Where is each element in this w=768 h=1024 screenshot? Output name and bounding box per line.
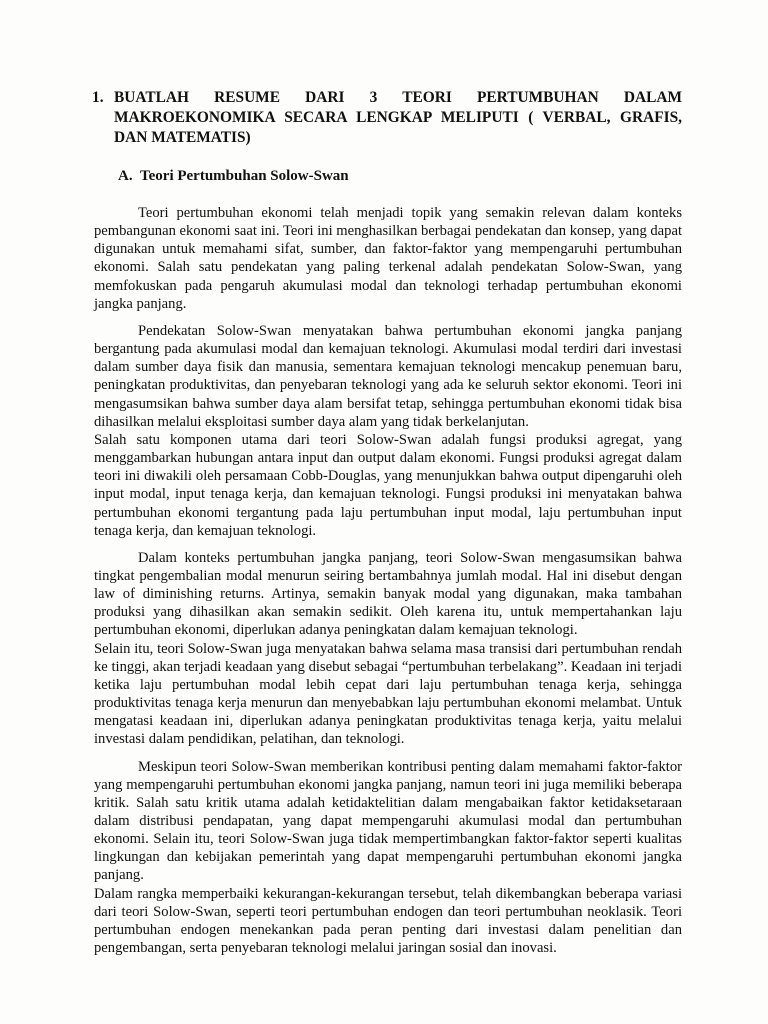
paragraph-approach: Pendekatan Solow-Swan menyatakan bahwa pertumbuhan ekonomi jangka panjang bergantung pada akumulasi modal dan kemajuan teknologi. Akumulasi modal terdiri dari investasi dalam sumber daya fisik dan manusia, sementara kemajuan teknologi mencakup penemuan baru, peningkatan produktivitas, dan penyebaran teknologi yang ada ke seluruh sektor ekonomi. Teori ini mengasumsikan bahwa sumber daya alam bersifat tetap, sehingga pertumbuhan ekonomi tidak bisa dihasilkan melalui eksploitasi sumber daya alam yang tidak berkelanjutan.: [94, 322, 682, 430]
question-number: 1.: [92, 89, 104, 106]
paragraph-variations: Dalam rangka memperbaiki kekurangan-kekurangan tersebut, telah dikembangkan beberapa variasi dari teori Solow-Swan, seperti teori pertumbuhan endogen dan teori pertumbuhan neoklasik. Teori pertumbuhan endogen menekankan pada peran penting dari investasi dalam penelitian dan pengembangan, serta penyebaran teknologi melalui jaringan sosial dan inovasi.: [94, 885, 682, 957]
paragraph-transition: Selain itu, teori Solow-Swan juga menyatakan bahwa selama masa transisi dari pertumbuhan rendah ke tinggi, akan terjadi keadaan yang disebut sebagai “pertumbuhan terbelakang”. Keadaan ini terjadi ketika laju pertumbuhan modal lebih cepat dari laju pertumbuhan tenaga kerja, sehingga produktivitas tenaga kerja menurun dan menyebabkan laju pertumbuhan ekonomi melambat. Untuk mengatasi keadaan ini, diperlukan adanya peningkatan produktivitas tenaga kerja, yaitu melalui investasi dalam pendidikan, pelatihan, dan teknologi.: [94, 640, 682, 748]
section-letter: A.: [118, 168, 133, 184]
section-heading: [118, 166, 349, 186]
question-heading-line-2: MAKROEKONOMIKA SECARA LENGKAP MELIPUTI ( VERBAL, GRAFIS,: [114, 109, 682, 126]
paragraph-production-function: Salah satu komponen utama dari teori Solow-Swan adalah fungsi produksi agregat, yang menggambarkan hubungan antara input dan output dalam ekonomi. Fungsi produksi agregat dalam teori ini diwakili oleh persamaan Cobb-Douglas, yang menunjukkan bahwa output dipengaruhi oleh input modal, input tenaga kerja, dan kemajuan teknologi. Fungsi produksi ini menyatakan bahwa pertumbuhan ekonomi tergantung pada laju pertumbuhan input modal, laju pertumbuhan input tenaga kerja, dan kemajuan teknologi.: [94, 431, 682, 539]
question-heading-line-1: BUATLAH RESUME DARI 3 TEORI PERTUMBUHAN DALAM: [114, 89, 682, 106]
question-heading: [92, 88, 682, 148]
paragraph-criticism: Meskipun teori Solow-Swan memberikan kontribusi penting dalam memahami faktor-faktor yang mempengaruhi pertumbuhan ekonomi jangka panjang, namun teori ini juga memiliki beberapa kritik. Salah satu kritik utama adalah ketidaktelitian dalam mengabaikan faktor ketidaksetaraan dalam distribusi pendapatan, yang dapat mempengaruhi akumulasi modal dan pertumbuhan ekonomi. Selain itu, teori Solow-Swan juga tidak mempertimbangkan faktor-faktor seperti kualitas lingkungan dan kebijakan pemerintah yang dapat mempengaruhi pertumbuhan ekonomi jangka panjang.: [94, 758, 682, 884]
paragraph-intro: Teori pertumbuhan ekonomi telah menjadi topik yang semakin relevan dalam konteks pembangunan ekonomi saat ini. Teori ini menghasilkan berbagai pendekatan dan konsep, yang dapat digunakan untuk memahami sifat, sumber, dan faktor-faktor yang mempengaruhi pertumbuhan ekonomi. Salah satu pendekatan yang paling terkenal adalah pendekatan Solow-Swan, yang memfokuskan pada pengaruh akumulasi modal dan teknologi terhadap pertumbuhan ekonomi jangka panjang.: [94, 205, 682, 312]
document-body: [94, 204, 682, 957]
paragraph-diminishing-returns: Dalam konteks pertumbuhan jangka panjang, teori Solow-Swan mengasumsikan bahwa tingkat pengembalian modal menurun seiring bertambahnya jumlah modal. Hal ini disebut dengan law of diminishing returns. Artinya, semakin banyak modal yang digunakan, maka tambahan produksi yang dihasilkan akan semakin sedikit. Oleh karena itu, untuk mempertahankan laju pertumbuhan ekonomi, diperlukan adanya peningkatan dalam kemajuan teknologi.: [94, 549, 682, 639]
section-title: Teori Pertumbuhan Solow-Swan: [140, 168, 349, 184]
question-heading-line-3: DAN MATEMATIS): [114, 129, 251, 146]
